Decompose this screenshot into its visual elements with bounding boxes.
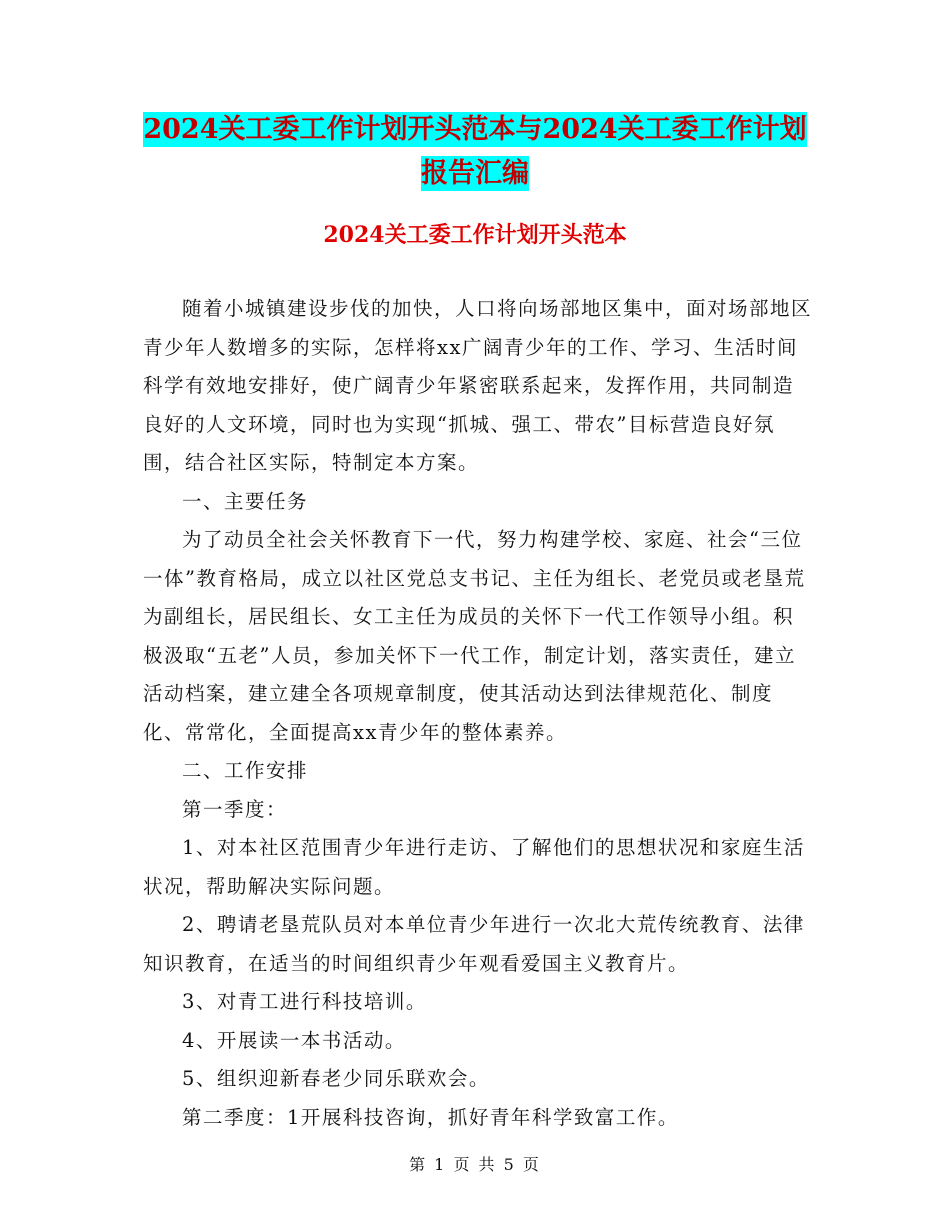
- title-line-1: 2024关工委工作计划开头范本与2024关工委工作计划: [143, 114, 807, 145]
- paragraph: 为了动员全社会关怀教育下一代，努力构建学校、家庭、社会“三位一体”教育格局，成立以社区党总支书记、主任为组长、老党员或老垦荒为副组长，居民组长、女工主任为成员的关怀下一代工作领导小组。积极汲取“五老”人员，参加关怀下一代工作，制定计划，落实责任，建立活动档案，建立建全各项规章制度，使其活动达到法律规范化、制度化、常常化，全面提高xx青少年的整体素养。: [143, 528, 806, 744]
- heading-first-quarter: 第一季度：: [182, 797, 288, 821]
- paragraph: 随着小城镇建设步伐的加快，人口将向场部地区集中，面对场部地区青少年人数增多的实际，怎样将xx广阔青少年的工作、学习、生活时间科学有效地安排好，使广阔青少年紧密联系起来，发挥作用，共同制造良好的人文环境，同时也为实现“抓城、强工、带农”目标营造良好氛围，结合社区实际，特制定本方案。: [143, 297, 813, 474]
- list-item: 4、开展读一本书活动。: [182, 1028, 406, 1052]
- heading-work-arrangement: 二、工作安排: [182, 759, 309, 782]
- list-item: 5、组织迎新春老少同乐联欢会。: [182, 1067, 490, 1090]
- document-body: [143, 290, 813, 1137]
- document-title: [0, 108, 950, 196]
- title-line-2: 报告汇编: [421, 158, 529, 189]
- second-quarter-item: 第二季度：1开展科技咨询，抓好青年科学致富工作。: [182, 1105, 679, 1129]
- list-item: 1、对本社区范围青少年进行走访、了解他们的思想状况和家庭生活状况，帮助解决实际问题。: [143, 836, 805, 898]
- list-item: 3、对青工进行科技培训。: [182, 990, 427, 1013]
- page-footer: 第 1 页 共 5 页: [409, 1155, 541, 1174]
- heading-main-tasks: 一、主要任务: [182, 489, 309, 513]
- section-title: 2024关工委工作计划开头范本: [323, 222, 627, 248]
- list-item: 2、聘请老垦荒队员对本单位青少年进行一次北大荒传统教育、法律知识教育，在适当的时间组织青少年观看爱国主义教育片。: [143, 913, 805, 975]
